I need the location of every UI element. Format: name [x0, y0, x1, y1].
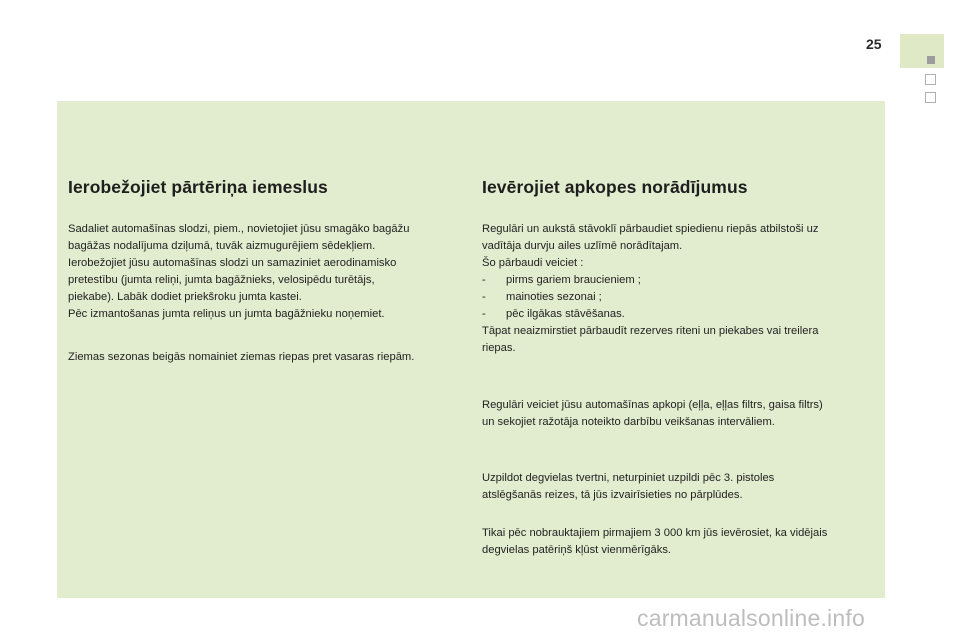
refuelling-paragraph	[482, 470, 877, 504]
text-line: Regulāri un aukstā stāvoklī pārbaudiet spiedienu riepās atbilstoši uz	[482, 223, 819, 235]
list-item	[482, 306, 877, 323]
tyre-season-paragraph: Ziemas sezonas beigās nomainiet ziemas riepas pret vasaras riepām.	[68, 351, 415, 363]
text-line: degvielas patēriņš kļūst vienmērīgāks.	[482, 544, 672, 556]
text-line: atslēgšanās reizes, tā jūs izvairīsieties no pārplūdes.	[482, 489, 743, 501]
text-line: bagāžas nodalījuma dziļumā, tuvāk aizmugurējiem sēdekļiem.	[68, 240, 376, 252]
empty-square-marker	[925, 92, 936, 103]
text-line: vadītāja durvju ailes uzlīmē norādītajam.	[482, 240, 683, 252]
list-dash: -	[482, 308, 486, 320]
list-item-text: pirms gariem braucieniem ;	[506, 274, 641, 286]
text-line: Ierobežojiet jūsu automašīnas slodzi un samaziniet aerodinamisko	[68, 257, 397, 269]
text-line: Regulāri veiciet jūsu automašīnas apkopi (eļļa, eļļas filtrs, gaisa filtrs)	[482, 399, 823, 411]
empty-square-marker	[925, 74, 936, 85]
section-title-reduce-consumption: Ierobežojiet pārtēriņa iemeslus	[68, 177, 328, 197]
list-dash: -	[482, 291, 486, 303]
text-line: riepas.	[482, 342, 516, 354]
text-line: Tāpat neaizmirstiet pārbaudīt rezerves riteni un piekabes vai treilera	[482, 325, 819, 337]
check-list	[482, 272, 877, 323]
text-line: Pēc izmantošanas jumta reliņus un jumta bagāžnieku noņemiet.	[68, 308, 385, 320]
text-line: Uzpildot degvielas tvertni, neturpiniet uzpildi pēc 3. pistoles	[482, 472, 775, 484]
list-item-text: mainoties sezonai ;	[506, 291, 602, 303]
corner-tab	[900, 34, 944, 68]
text-line: Sadaliet automašīnas slodzi, piem., novietojiet jūsu smagāko bagāžu	[68, 223, 410, 235]
list-item-text: pēc ilgākas stāvēšanas.	[506, 308, 625, 320]
text-line: pretestību (jumta reliņi, jumta bagāžnieks, velosipēdu turētājs,	[68, 274, 375, 286]
page-number: 25	[866, 36, 882, 52]
left-column	[68, 177, 460, 366]
list-dash: -	[482, 274, 486, 286]
spare-wheel-paragraph	[482, 323, 877, 357]
watermark: carmanualsonline.info	[637, 605, 865, 631]
right-column	[482, 177, 877, 559]
text-line: un sekojiet ražotāja noteikto darbību veikšanas intervāliem.	[482, 416, 775, 428]
load-advice-paragraph	[68, 221, 460, 323]
tyre-pressure-paragraph	[482, 221, 877, 272]
text-line: Šo pārbaudi veiciet :	[482, 257, 584, 269]
list-item	[482, 289, 877, 306]
content-panel	[57, 101, 885, 598]
filled-square-marker	[927, 56, 935, 64]
service-paragraph	[482, 397, 877, 431]
text-line: piekabe). Labāk dodiet priekšroku jumta kastei.	[68, 291, 302, 303]
text-line: Tikai pēc nobrauktajiem pirmajiem 3 000 km jūs ievērosiet, ka vidējais	[482, 527, 828, 539]
section-title-maintenance: Ievērojiet apkopes norādījumus	[482, 177, 748, 197]
running-in-paragraph	[482, 525, 877, 559]
list-item	[482, 272, 877, 289]
